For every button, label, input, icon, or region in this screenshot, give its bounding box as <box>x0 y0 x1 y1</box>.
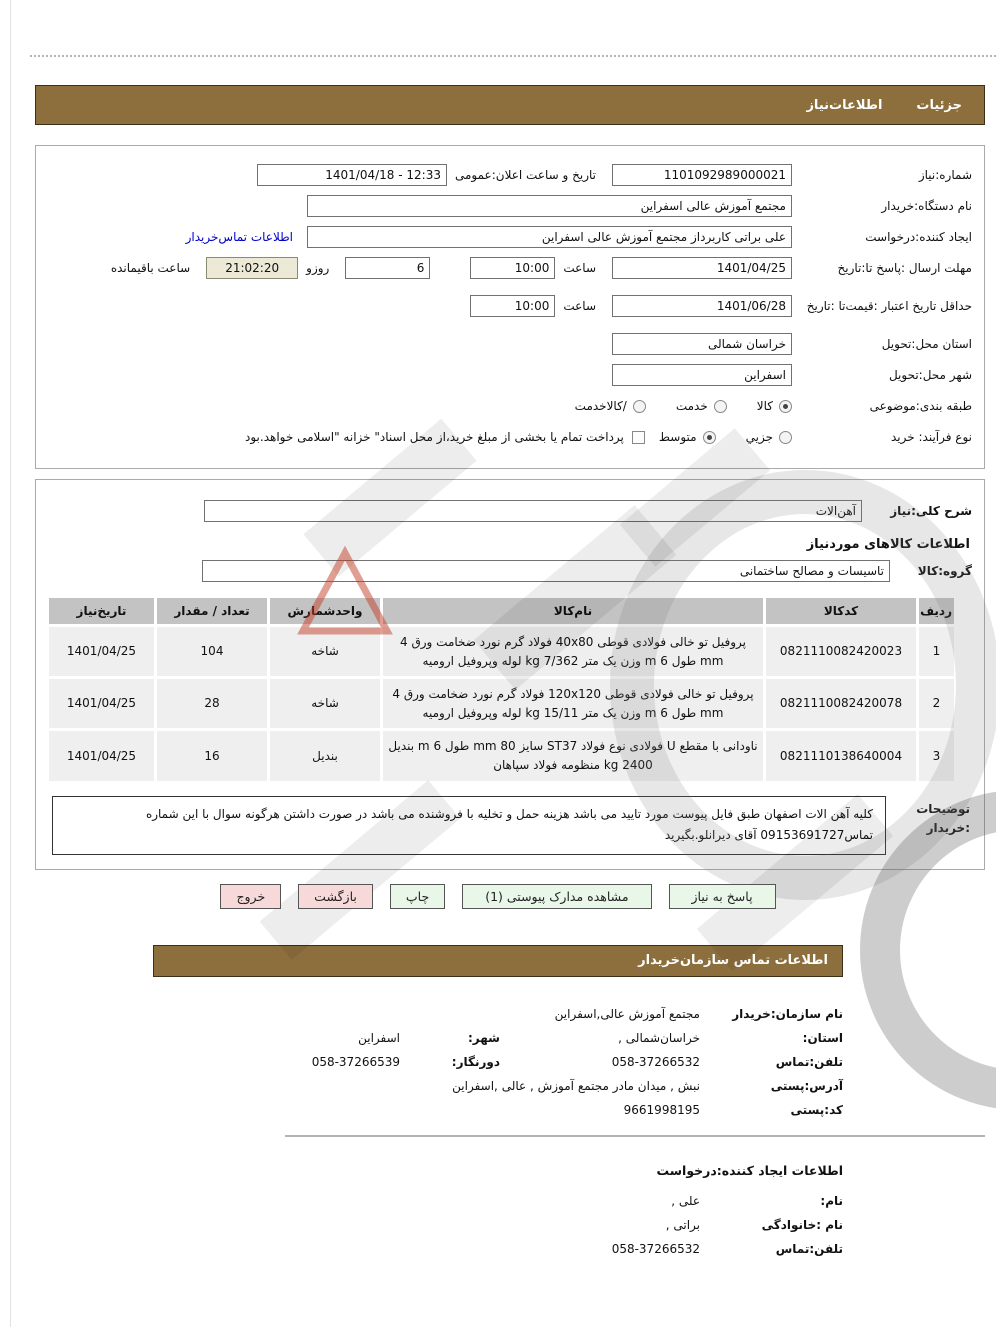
buyer-notes-label: توضیحات :خریدار <box>916 801 970 835</box>
address-label: آدرس:پستی <box>770 1078 843 1093</box>
validity-hour-field[interactable]: 10:00 <box>470 295 555 317</box>
cell-row: 3 <box>919 731 954 780</box>
remaining-timer-label: ساعت باقیمانده <box>110 261 191 275</box>
creator-name-row <box>153 1194 843 1208</box>
announce-datetime-field[interactable]: 1401/04/18 - 12:33 <box>257 164 447 186</box>
contact-fax-label: دورنگار: <box>451 1054 500 1069</box>
dotted-separator <box>30 55 996 57</box>
creator-row <box>36 225 984 249</box>
address-value: نبش , میدان مادر مجتمع آموزش , عالی ,اسفراین <box>452 1078 700 1093</box>
creator-family-row <box>153 1218 843 1232</box>
contact-section-title: اطلاعات تماس سازمان‌خریدار <box>638 953 828 969</box>
radio-minor-label: جزيي <box>745 430 773 444</box>
contact-city-value: اسفراین <box>358 1030 400 1045</box>
radio-service-label: خدمت <box>675 399 708 413</box>
print-button[interactable]: چاپ <box>390 884 445 909</box>
buyer-contact-link[interactable]: اطلاعات تماس‌خریدار <box>185 230 293 244</box>
col-qty: تعداد / مقدار <box>157 598 267 624</box>
creator-name-value: علی , <box>671 1193 700 1208</box>
col-row: ردیف <box>919 598 954 624</box>
col-name: نام‌کالا <box>383 598 763 624</box>
creator-info-title: اطلاعات ایجاد کننده:درخواست <box>656 1162 843 1178</box>
deadline-hour-label: ساعت <box>563 261 596 275</box>
deadline-label: مهلت ارسال :پاسخ تا:تاریخ <box>837 261 972 275</box>
goods-table-header <box>49 598 954 624</box>
city-label: شهر محل:تحویل <box>888 368 972 382</box>
deadline-row <box>36 256 984 280</box>
days-field[interactable]: 6 <box>345 257 430 279</box>
buyer-notes-box: کلیه آهن الات اصفهان طبق فایل پیوست مورد تایید می باشد هزینه حمل و تخلیه با فروشنده می باشد در صورت داشتن هرگونه سوال با این شماره تماس09153691727 آقای دیرانلو.بگیرید <box>52 796 886 855</box>
province-row <box>36 332 984 356</box>
treasury-payment-label: پرداخت تمام یا بخشی از مبلغ خرید،از محل اسناد" خزانه "اسلامی خواهد.بود <box>245 430 624 444</box>
validity-date-field[interactable]: 1401/06/28 <box>612 295 792 317</box>
contact-city-label: شهر: <box>468 1030 500 1045</box>
creator-name-label: نام: <box>820 1193 843 1208</box>
cell-name: پروفیل تو خالی فولادی قوطی 40x80 فولاد گرم نورد ضخامت ورق 4 mm طول 6 m وزن یک متر 7/362 kg لوله وپروفیل ارومیه <box>383 627 763 676</box>
contact-section <box>153 1007 843 1256</box>
cell-date: 1401/04/25 <box>49 679 154 728</box>
creator-phone-label: تلفن:تماس <box>775 1241 843 1256</box>
postal-code-label: کد:پستی <box>790 1102 843 1117</box>
days-label: روزو <box>306 261 330 275</box>
general-desc-label: شرح کلی:نیاز <box>890 504 972 518</box>
contact-section-bar <box>153 945 843 977</box>
org-name-row <box>153 1007 843 1021</box>
creator-family-value: براتی , <box>665 1217 700 1232</box>
cell-name: ناودانی با مقطع U فولادی نوع فولاد ST37 سایز 80 mm طول 6 m بندیل 2400 kg منظومه فولاد سپاهان <box>383 731 763 780</box>
validity-row <box>36 287 984 325</box>
section-divider <box>285 1135 985 1137</box>
col-unit: واحدشمارش <box>270 598 380 624</box>
need-info-panel <box>35 145 985 469</box>
contact-province-value: خراسان‌شمالی , <box>618 1030 700 1045</box>
process-type-label: نوع فرآیند: خرید <box>891 430 972 444</box>
tab-details[interactable]: جزئیات <box>916 97 962 113</box>
province-field[interactable]: خراسان شمالی <box>612 333 792 355</box>
cell-unit: شاخه <box>270 679 380 728</box>
goods-group-field[interactable]: تاسیسات و مصالح ساختمانی <box>202 560 890 582</box>
validity-label: حداقل تاریخ اعتبار :قیمت‌تا :تاریخ <box>806 299 972 313</box>
cell-code: 0821110082420023 <box>766 627 916 676</box>
city-field[interactable]: اسفراین <box>612 364 792 386</box>
contact-province-label: استان: <box>802 1030 843 1045</box>
left-border-line <box>10 0 11 1327</box>
remaining-timer: 21:02:20 <box>206 257 298 279</box>
need-number-row <box>36 163 984 187</box>
validity-hour-label: ساعت <box>563 299 596 313</box>
contact-fax-value: 058-37266539 <box>311 1054 400 1069</box>
process-type-row <box>36 425 984 449</box>
table-row <box>49 731 954 780</box>
postal-code-value: 9661998195 <box>623 1102 700 1117</box>
exit-button[interactable]: خروج <box>220 884 281 909</box>
cell-unit: بندیل <box>270 731 380 780</box>
cell-qty: 28 <box>157 679 267 728</box>
treasury-payment-checkbox[interactable] <box>632 431 645 444</box>
radio-goods-label: کالا <box>756 399 773 413</box>
need-number-label: شماره:نیاز <box>918 168 972 182</box>
cell-qty: 104 <box>157 627 267 676</box>
table-row <box>49 679 954 728</box>
goods-section-title: اطلاعات کالاهای موردنیاز <box>806 537 970 552</box>
goods-table <box>46 595 957 784</box>
goods-panel <box>35 479 985 870</box>
postal-code-row <box>153 1103 843 1117</box>
cell-row: 2 <box>919 679 954 728</box>
tab-need-info[interactable]: اطلاعات‌نیاز <box>806 97 883 113</box>
contact-phone-label: تلفن:تماس <box>775 1054 843 1069</box>
need-number-field[interactable]: 1101092989000021 <box>612 164 792 186</box>
buyer-org-field[interactable]: مجتمع آموزش عالی اسفراین <box>307 195 792 217</box>
cell-code: 0821110138640004 <box>766 731 916 780</box>
creator-field[interactable]: علی براتی کاربرداز مجتمع آموزش عالی اسفراین <box>307 226 792 248</box>
radio-goods-service[interactable] <box>633 400 646 413</box>
announce-label: تاریخ و ساعت اعلان:عمومی <box>454 168 596 182</box>
radio-minor[interactable] <box>779 431 792 444</box>
creator-family-label: نام :خانوادگی <box>761 1217 843 1232</box>
cell-name: پروفیل تو خالی فولادی قوطی 120x120 فولاد گرم نورد ضخامت ورق 4 mm طول 6 m وزن یک متر 15/11 kg لوله وپروفیل ارومیه <box>383 679 763 728</box>
deadline-hour-field[interactable]: 10:00 <box>470 257 555 279</box>
province-city-row <box>153 1031 843 1045</box>
title-bar <box>35 85 985 125</box>
creator-label: ایجاد کننده:درخواست <box>865 230 972 244</box>
city-row <box>36 363 984 387</box>
classification-label: طبقه بندی:موضوعی <box>869 399 972 413</box>
cell-unit: شاخه <box>270 627 380 676</box>
cell-date: 1401/04/25 <box>49 731 154 780</box>
respond-button[interactable]: پاسخ به نیاز <box>669 884 776 909</box>
creator-phone-row <box>153 1242 843 1256</box>
goods-group-label: گروه:کالا <box>917 564 972 578</box>
view-docs-button[interactable]: مشاهده مدارک پیوستی (1) <box>462 884 651 909</box>
goods-group-row <box>36 559 984 583</box>
cell-qty: 16 <box>157 731 267 780</box>
cell-date: 1401/04/25 <box>49 627 154 676</box>
cell-code: 0821110082420078 <box>766 679 916 728</box>
address-row <box>153 1079 843 1093</box>
org-name-label: نام سازمان:خریدار <box>732 1006 843 1021</box>
radio-medium-label: متوسط <box>658 430 697 444</box>
radio-medium[interactable] <box>703 431 716 444</box>
general-desc-field[interactable]: آهن‌الات <box>204 500 862 522</box>
buyer-notes-row <box>50 796 970 855</box>
general-desc-row <box>36 499 984 523</box>
buyer-org-label: نام دستگاه:خریدار <box>881 199 972 213</box>
org-name-value: مجتمع آموزش عالی,اسفراین <box>554 1006 700 1021</box>
radio-goods[interactable] <box>779 400 792 413</box>
radio-service[interactable] <box>714 400 727 413</box>
contact-phone-value: 058-37266532 <box>611 1054 700 1069</box>
classification-row <box>36 394 984 418</box>
phone-fax-row <box>153 1055 843 1069</box>
province-label: استان محل:تحویل <box>881 337 972 351</box>
deadline-date-field[interactable]: 1401/04/25 <box>612 257 792 279</box>
back-button[interactable]: بازگشت <box>298 884 373 909</box>
col-code: کدکالا <box>766 598 916 624</box>
col-date: تاریخ‌نیاز <box>49 598 154 624</box>
radio-goods-service-label: /کالاخدمت <box>574 399 627 413</box>
cell-row: 1 <box>919 627 954 676</box>
table-row <box>49 627 954 676</box>
action-buttons <box>0 884 996 909</box>
buyer-org-row <box>36 194 984 218</box>
creator-phone-value: 058-37266532 <box>611 1241 700 1256</box>
